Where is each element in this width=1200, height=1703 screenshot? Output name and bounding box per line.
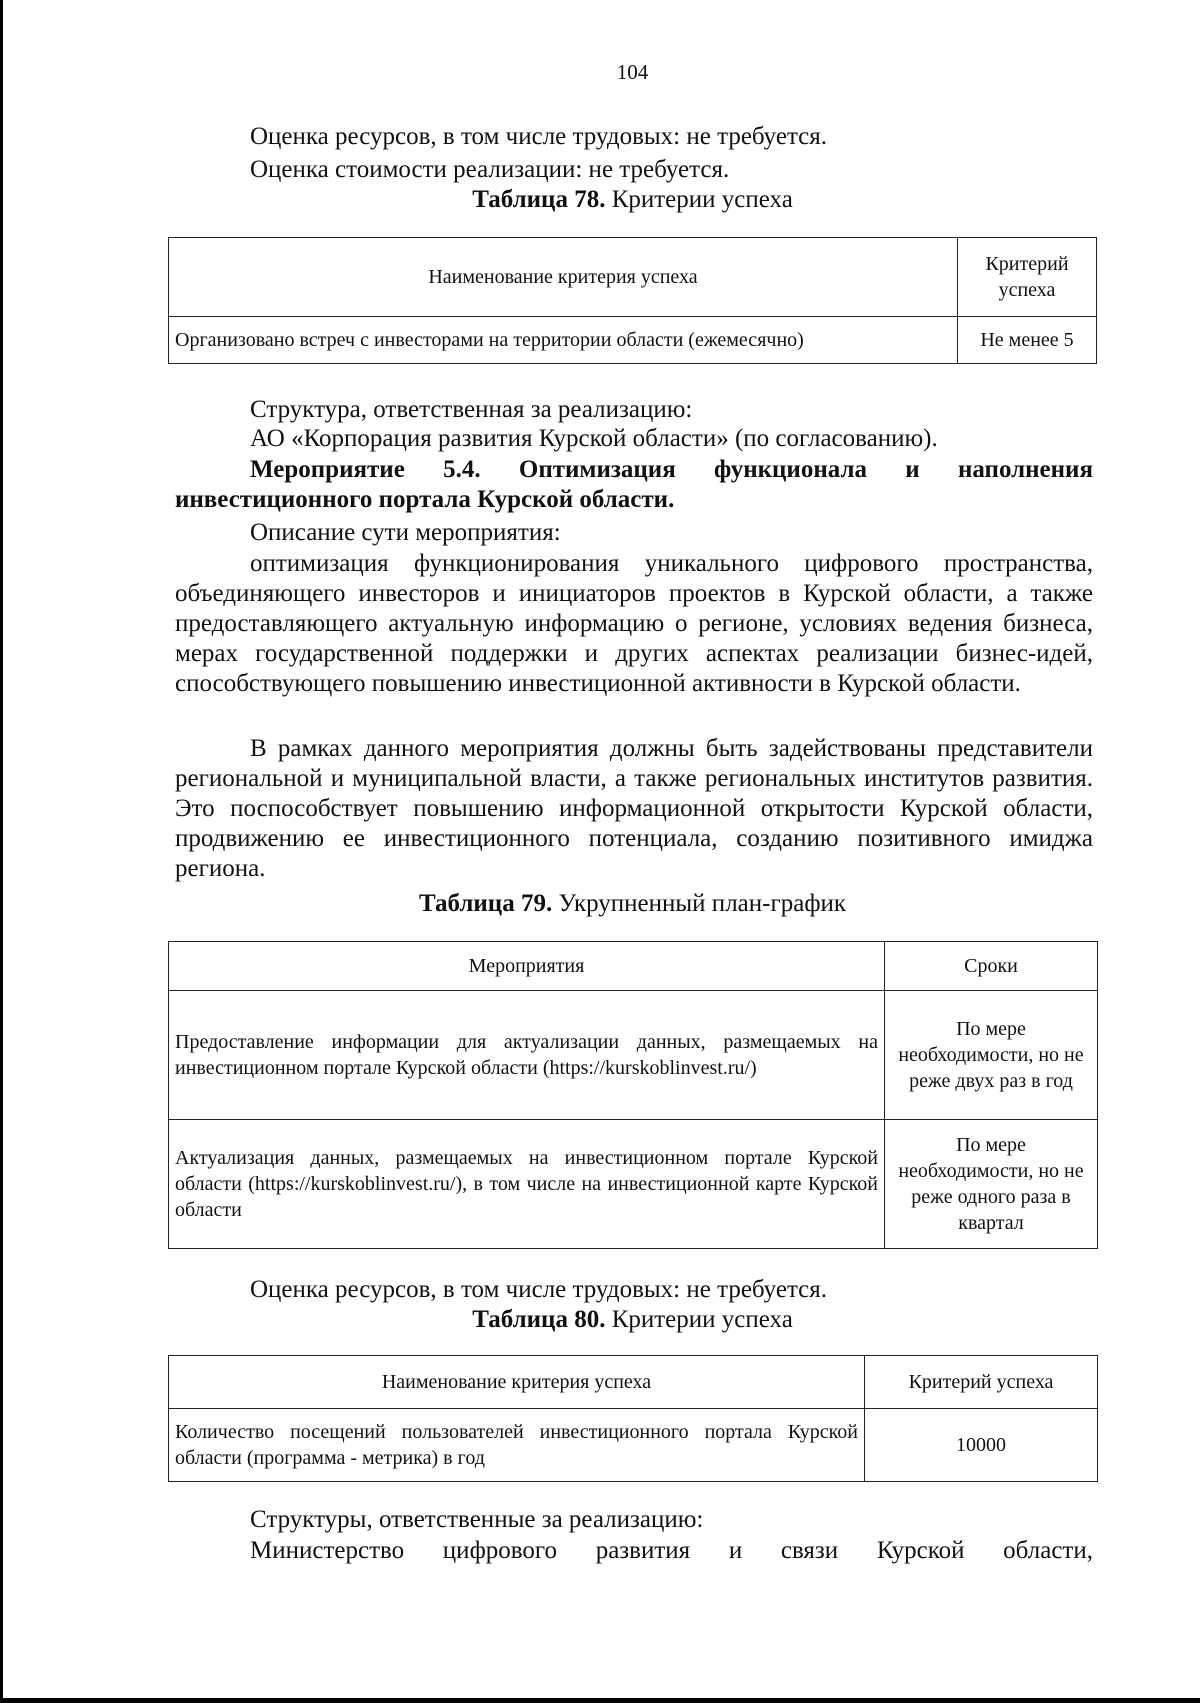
table80-caption	[0, 1305, 1200, 1335]
scan-left-edge	[0, 0, 3, 1703]
table80-caption-title: Критерии успеха	[605, 1306, 793, 1333]
table79-caption-number: Таблица 79.	[418, 890, 553, 917]
table79-caption-title: Укрупненный план-график	[552, 890, 847, 917]
table78-header-value: Критерий успеха	[958, 238, 1097, 317]
table80-header-value: Критерий успеха	[865, 1356, 1098, 1409]
table78-header-row	[169, 238, 1097, 317]
table79	[168, 941, 1098, 1249]
table79-cell-deadline: По мере необходимости, но не реже двух раз в год	[885, 991, 1098, 1120]
table80-cell-criterion: Количество посещений пользователей инвестиционного портала Курской области (программа - метрика) в год	[169, 1409, 865, 1482]
resources-assessment-2: Оценка ресурсов, в том числе трудовых: не требуется.	[250, 1276, 828, 1303]
page-number: 104	[616, 60, 649, 84]
table-row	[169, 991, 1098, 1120]
table80-header-criterion: Наименование критерия успеха	[169, 1356, 865, 1409]
table78-caption-title: Критерии успеха	[605, 186, 793, 213]
table79-cell-deadline: По мере необходимости, но не реже одного раза в квартал	[885, 1120, 1098, 1249]
table80-caption-number: Таблица 80.	[472, 1306, 606, 1333]
responsible-ministry: Министерство цифрового развития и связи Курской области,	[250, 1537, 1093, 1564]
scan-bottom-edge	[0, 1698, 1200, 1703]
table79-caption	[0, 889, 1200, 919]
table-row	[169, 317, 1097, 364]
table79-cell-activity: Актуализация данных, размещаемых на инвестиционном портале Курской области (https://kurskoblinvest.ru/), в том числе на инвестиционной карте Курской области	[169, 1120, 885, 1249]
table78-header-criterion: Наименование критерия успеха	[169, 238, 958, 317]
table-row	[169, 1409, 1098, 1482]
table79-header-activities: Мероприятия	[169, 942, 885, 991]
cost-assessment: Оценка стоимости реализации: не требуется.	[250, 156, 730, 183]
responsible-label: Структура, ответственная за реализацию:	[250, 396, 693, 423]
table78-cell-value: Не менее 5	[958, 317, 1097, 364]
table79-header-deadlines: Сроки	[885, 942, 1098, 991]
description-label: Описание сути мероприятия:	[250, 519, 561, 546]
table78	[168, 237, 1097, 364]
table78-cell-criterion: Организовано встреч с инвесторами на территории области (ежемесячно)	[169, 317, 958, 364]
responsible-label-2: Структуры, ответственные за реализацию:	[250, 1506, 704, 1533]
table80-header-row	[169, 1356, 1098, 1409]
resources-assessment: Оценка ресурсов, в том числе трудовых: не требуется.	[250, 123, 828, 150]
table-row	[169, 1120, 1098, 1249]
table80	[168, 1355, 1098, 1482]
measure-heading: Мероприятие 5.4. Оптимизация функционала и наполнения инвестиционного портала Курской области.	[175, 456, 1093, 513]
table79-cell-activity: Предоставление информации для актуализации данных, размещаемых на инвестиционном портале Курской области (https://kurskoblinvest.ru/)	[169, 991, 885, 1120]
description-text: оптимизация функционирования уникального цифрового пространства, объединяющего инвесторов и инициаторов проектов в Курской области, а также предоставляющего актуальную информацию о регионе, условиях ведения бизнеса, мерах государственной поддержки и других аспектах реализации бизнес-идей, способствующего повышению инвестиционной активности в Курской области.	[175, 550, 1093, 697]
table79-header-row	[169, 942, 1098, 991]
responsible-organization: АО «Корпорация развития Курской области» (по согласованию).	[250, 425, 938, 452]
participants-paragraph: В рамках данного мероприятия должны быть задействованы представители региональной и муниципальной власти, а также региональных институтов развития. Это поспособствует повышению информационной открытости Курской области, продвижению ее инвестиционного потенциала, созданию позитивного имиджа региона.	[175, 735, 1093, 882]
table78-caption	[0, 185, 1200, 215]
table80-cell-value: 10000	[865, 1409, 1098, 1482]
table78-caption-number: Таблица 78.	[472, 186, 606, 213]
